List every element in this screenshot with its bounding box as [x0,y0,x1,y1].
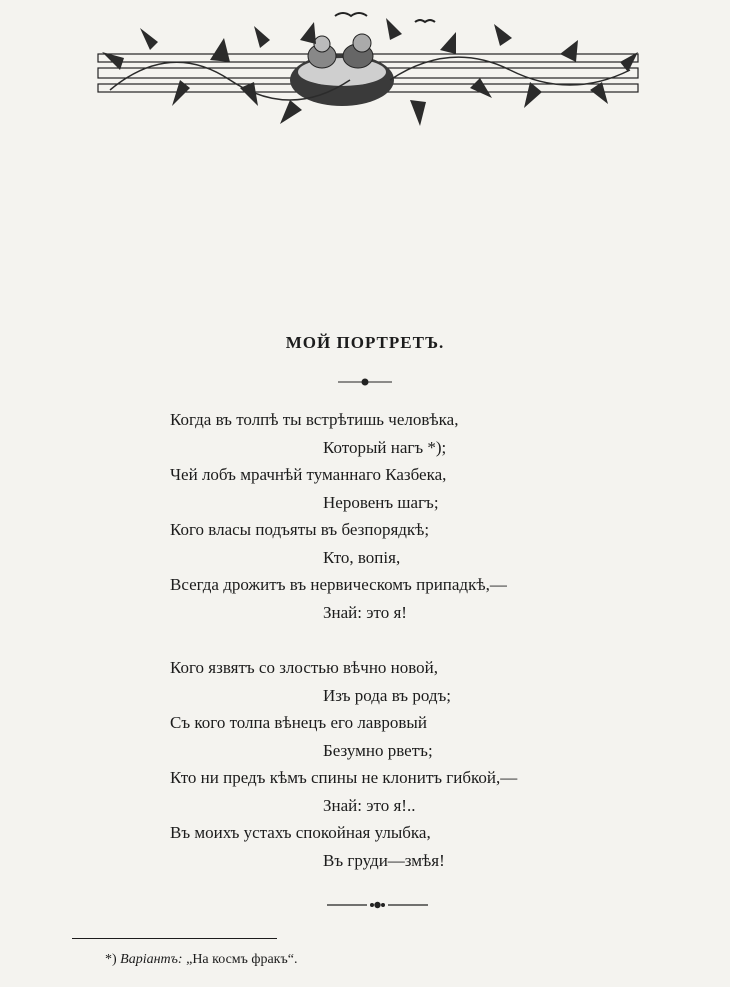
poem-line: Кто ни предъ кѣмъ спины не клонитъ гибкой,— [170,768,518,787]
poem-title: МОЙ ПОРТРЕТЪ. [285,333,445,352]
bird-nest-ornament-icon [90,10,645,130]
poem-line: Изъ рода въ родъ; [323,685,452,705]
poem-line: Безумно рветъ; [323,740,433,760]
poem-line: Въ моихъ устахъ спокойная улыбка, [170,823,431,842]
footnote-text: „На космъ фракъ“. [186,952,298,967]
end-flourish-icon [325,898,430,912]
poem-line: Который нагъ *); [323,437,447,457]
stanza-2 [170,654,690,874]
poem-line: Когда въ толпѣ ты встрѣтишь человѣка, [170,410,459,429]
stanza-1 [170,406,690,626]
poem-line: Въ груди—змѣя! [323,850,445,870]
poem-line: Знай: это я!.. [323,795,416,815]
footnote-label: Варіантъ: [120,952,183,967]
dot-rule-divider-icon [330,375,400,389]
poem-line: Всегда дрожитъ въ нервическомъ припадкѣ,— [170,575,507,594]
poem-line: Кого язвятъ со злостью вѣчно новой, [170,658,439,677]
poem-line: Чей лобъ мрачнѣй туманнаго Казбека, [170,465,447,484]
poem-line: Кого власы подъяты въ безпорядкѣ; [170,520,430,539]
footnote-marker: *) [105,952,117,967]
poem-line: Кто, вопія, [323,547,401,567]
poem-line: Неровенъ шагъ; [323,492,439,512]
poem-line: Съ кого толпа вѣнецъ его лавровый [170,713,427,732]
footnote [105,952,297,968]
poem-line: Знай: это я! [323,602,407,622]
footnote-rule [72,938,277,939]
